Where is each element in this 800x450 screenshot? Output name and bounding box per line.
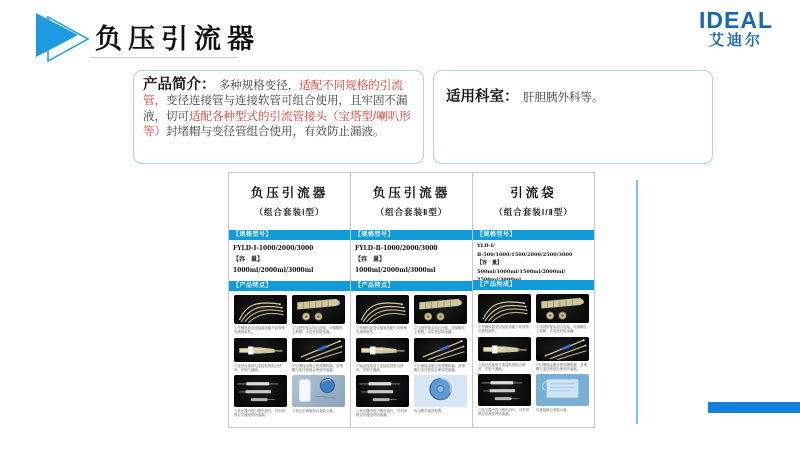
product-intro-box: [133, 70, 424, 164]
product-title-block: [351, 173, 472, 230]
photo-caption: ②宝塔型接头组合连接，可塞帽孔上锁紧，多层密封防渗漏。: [536, 325, 587, 334]
photo-caption: ①外侧软质变径接管适配不同规格引流管组件。: [234, 326, 285, 335]
photo-caption: ①外侧软质变径接管适配不同规格引流管组件。: [478, 325, 529, 334]
spec-header-bar: 【规格型号】: [473, 230, 594, 240]
product-subtitle: （组合套装Ⅱ型）: [375, 207, 448, 217]
photo-drainage-tubes: [356, 295, 409, 324]
photo-step-connector: [356, 338, 409, 362]
photo-step-connector: [234, 338, 287, 362]
photo-taper-connector: [536, 294, 589, 323]
product-table: [228, 172, 595, 428]
photo-caption: 负压吸引球顶视图。: [414, 409, 445, 414]
department-value: 肝胆胰外科等。: [522, 92, 604, 104]
intro-text-red-1: 适配不同规格的引流管，: [143, 80, 403, 108]
feature-header-bar: 【产品构成】: [473, 280, 594, 290]
feature-header-bar: 【产品特点】: [229, 281, 350, 291]
photo-caption: 引流袋组合套装示意。: [536, 408, 570, 413]
intro-text-3: 封堵帽与变径管组合使用，有效防止漏液。: [166, 125, 385, 138]
logo-ideal-text: IDEAL: [699, 7, 773, 33]
photo-tubes-blue-connector: [414, 338, 467, 362]
spec-header-bar: 【规格型号】: [229, 230, 350, 240]
photo-taper-connector: [414, 295, 467, 324]
photo-drainage-tubes: [234, 295, 287, 324]
photo-syringe-parts: [234, 375, 287, 407]
product-photos: [473, 290, 594, 427]
spec-line: FYLD-Ⅰ-1000/2000/3000: [233, 245, 314, 252]
spec-block: [473, 240, 594, 280]
feature-header-bar: 【产品特点】: [351, 281, 472, 291]
photo-caption: ④引流接头配合密封圈防漏，封堵帽与变径管组合使用防渗漏。: [536, 362, 587, 371]
product-column: [351, 173, 473, 427]
product-photos: [229, 291, 350, 427]
product-title-block: [229, 173, 350, 230]
photo-caption: ③变径连接管与连接软管组合使用，牢固不漏液。: [478, 362, 526, 371]
spec-line: FYLD-Ⅱ-1000/2000/3000: [355, 245, 438, 252]
photo-caption: ①外侧软质变径接管适配不同规格引流管组件。: [356, 326, 407, 335]
photo-caption: ②宝塔型接头组合连接，可塞帽孔上锁紧，多层密封防渗漏。: [292, 326, 343, 335]
spec-line: 【容 量】: [477, 260, 503, 266]
photo-caption: ⑤负压器内腔口锥形设计，可牢固锁合引流组件防渗漏。: [234, 409, 285, 418]
photo-step-connector: [478, 337, 531, 361]
product-photos: [351, 291, 472, 427]
photo-caption: ⑤负压器内腔口锥形设计，可牢固锁合引流组件防渗漏。: [356, 409, 407, 418]
spec-header-bar: 【规格型号】: [351, 230, 472, 240]
product-name: 负压引流器: [250, 186, 329, 200]
photo-caption: ⑥负压引流瓶组合套装示意。: [292, 409, 337, 414]
spec-line: 【容 量】: [355, 256, 386, 263]
intro-text-red-2: 适配各种型式的引流管接头（宝塔型/喇叭形等）: [143, 110, 411, 138]
spec-line: 【容 量】: [233, 256, 264, 263]
product-subtitle: （组合套装Ⅰ/Ⅱ型）: [494, 207, 573, 217]
photo-caption: ④引流接头配合密封圈防漏，封堵帽与变径管组合使用防渗漏。: [292, 363, 343, 372]
spec-line: YLD-Ⅰ/Ⅱ-500/1000/1500/2000/2500/3000: [477, 243, 573, 258]
spec-line: 1000ml/2000ml/3000ml: [355, 267, 436, 274]
photo-tubes-blue-connector: [292, 338, 345, 362]
department-label: 适用科室：: [446, 89, 519, 105]
product-column: [473, 173, 594, 427]
company-logo: [688, 8, 784, 50]
intro-label: 产品简介：: [143, 77, 216, 93]
photo-drainage-tubes: [478, 294, 531, 323]
photo-syringe-parts: [356, 375, 409, 407]
photo-drainage-bottle: [292, 375, 345, 407]
product-column: [229, 173, 351, 427]
product-name: 负压引流器: [372, 186, 451, 200]
photo-suction-ball: [414, 375, 467, 407]
page-title: 负压引流器: [95, 24, 260, 54]
photo-caption: ③变径连接管与连接软管组合使用，牢固不漏液。: [234, 363, 282, 372]
spec-block: [229, 240, 350, 281]
spec-line: 1000ml/2000ml/3000ml: [233, 267, 314, 274]
title-underline: [90, 57, 238, 58]
photo-caption: ⑤负压器内腔口锥形设计，可牢固锁合引流组件防渗漏。: [478, 408, 529, 417]
photo-drainage-bag: [536, 374, 589, 406]
photo-tubes-blue-connector: [536, 337, 589, 361]
intro-text-2: 变径连接管与连接软管可组合使用，且牢固不漏液，切可: [143, 95, 408, 123]
product-subtitle: （组合套装Ⅰ型）: [254, 207, 325, 217]
right-accent-stripe: [636, 180, 638, 424]
title-arrow-icon: [30, 11, 92, 65]
spec-block: [351, 240, 472, 281]
photo-caption: ③变径连接管与连接软管组合使用，牢固不漏液。: [356, 363, 404, 372]
intro-text-1: 多种规格变径，: [218, 80, 300, 92]
photo-syringe-parts: [478, 374, 531, 406]
photo-taper-connector: [292, 295, 345, 324]
logo-chinese-text: 艾迪尔: [708, 32, 763, 49]
bottom-right-accent-bar: [708, 402, 800, 413]
department-box: [433, 70, 713, 164]
photo-caption: ④引流接头配合密封圈防漏，封堵帽与变径管组合使用防渗漏。: [414, 363, 465, 372]
product-name: 引流袋: [510, 186, 557, 200]
spec-line: 500ml/1000ml/1500ml/2000ml/: [477, 268, 566, 275]
product-title-block: [473, 173, 594, 230]
photo-caption: ②宝塔型接头组合连接，可塞帽孔上锁紧，多层密封防渗漏。: [414, 326, 465, 335]
